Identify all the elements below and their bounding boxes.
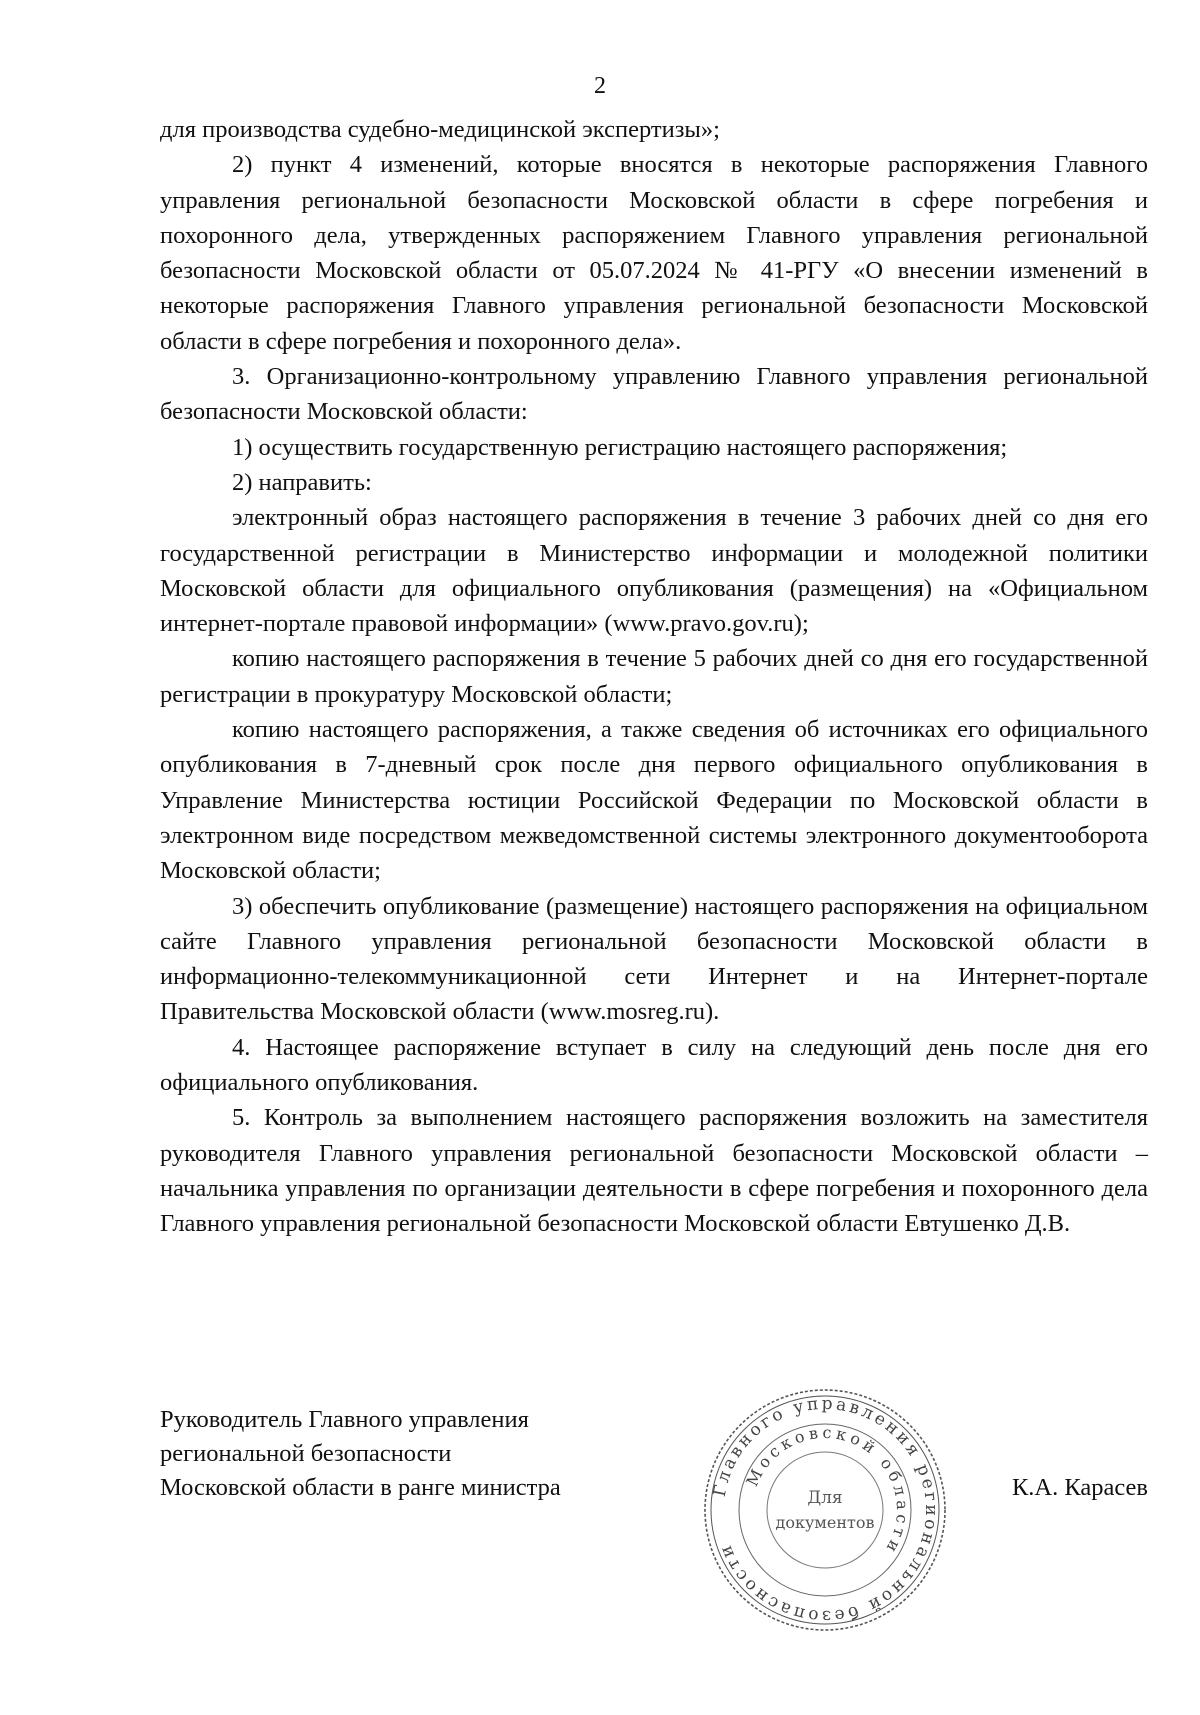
paragraph-section-4: 4. Настоящее распоряжение вступает в силу на следующий день после дня его официального опубликования. <box>160 1033 1148 1097</box>
signer-title-line-3: Московской области в ранге министра <box>160 1474 561 1501</box>
seal-inner-ring <box>767 1452 883 1568</box>
paragraph-section-3-item-1: 1) осуществить государственную регистрацию настоящего распоряжения; <box>232 433 1008 461</box>
paragraph-electronic-image: электронный образ настоящего распоряжения в течение 3 рабочих дней со дня его государственной регистрации в Министерство информации и молодежной политики Московской области для официального опубликования (размещения) на «Официальном интернет-портале правовой информации» (www.pravo.gov.ru); <box>160 504 1148 638</box>
document-body <box>160 112 1148 1242</box>
signature-block <box>160 1403 1148 1505</box>
signer-title-line-2: региональной безопасности <box>160 1440 452 1467</box>
signer-title-line-1: Руководитель Главного управления <box>160 1406 529 1433</box>
paragraph-section-3-item-3: 3) обеспечить опубликование (размещение) настоящего распоряжения на официальном сайте Главного управления региональной безопасности Московской области в информационно-телекоммуникационной сети Интернет и на Интернет-портале Правительства Московской области (www.mosreg.ru). <box>160 892 1148 1026</box>
signer-name: К.А. Карасев <box>1011 1474 1148 1501</box>
paragraph-section-3-item-2: 2) направить: <box>232 468 372 496</box>
seal-middle-text: Московской области <box>742 1422 913 1560</box>
page-number: 2 <box>594 73 606 99</box>
seal-center-line-1: Для <box>807 1488 843 1508</box>
paragraph-section-3: 3. Организационно-контрольному управлению Главного управления региональной безопасности Московской области: <box>160 363 1148 426</box>
paragraph-copy-justice: копию настоящего распоряжения, а также сведения об источниках его официального опубликования в 7-дневный срок после дня первого официального опубликования в Управление Министерства юстиции Российской Федерации по Московской области в электронном виде посредством межведомственной системы электронного документооборота Московской области; <box>160 716 1148 885</box>
seal-center-line-2: документов <box>775 1513 875 1532</box>
paragraph-item-2: 2) пункт 4 изменений, которые вносятся в некоторые распоряжения Главного управления региональной безопасности Московской области в сфере погребения и похоронного дела, утвержденных распоряжением Главного управления региональной безопасности Московской области от 05.07.2024 № 41-РГУ «О внесении изменений в некоторые распоряжения Главного управления региональной безопасности Московской области в сфере погребения и похоронного дела». <box>160 151 1148 355</box>
paragraph-section-5: 5. Контроль за выполнением настоящего распоряжения возложить на заместителя руководителя Главного управления региональной безопасности Московской области – начальника управления по организации деятельности в сфере погребения и похоронного дела Главного управления региональной безопасности Московской области Евтушенко Д.В. <box>160 1104 1148 1238</box>
official-seal <box>700 1385 950 1635</box>
paragraph-continuation: для производства судебно-медицинской экспертизы»; <box>160 116 720 143</box>
seal-outer-text: Главного управления региональной безопасности <box>709 1393 942 1627</box>
paragraph-copy-prosecutor: копию настоящего распоряжения в течение 5 рабочих дней со дня его государственной регистрации в прокуратуру Московской области; <box>160 645 1148 708</box>
